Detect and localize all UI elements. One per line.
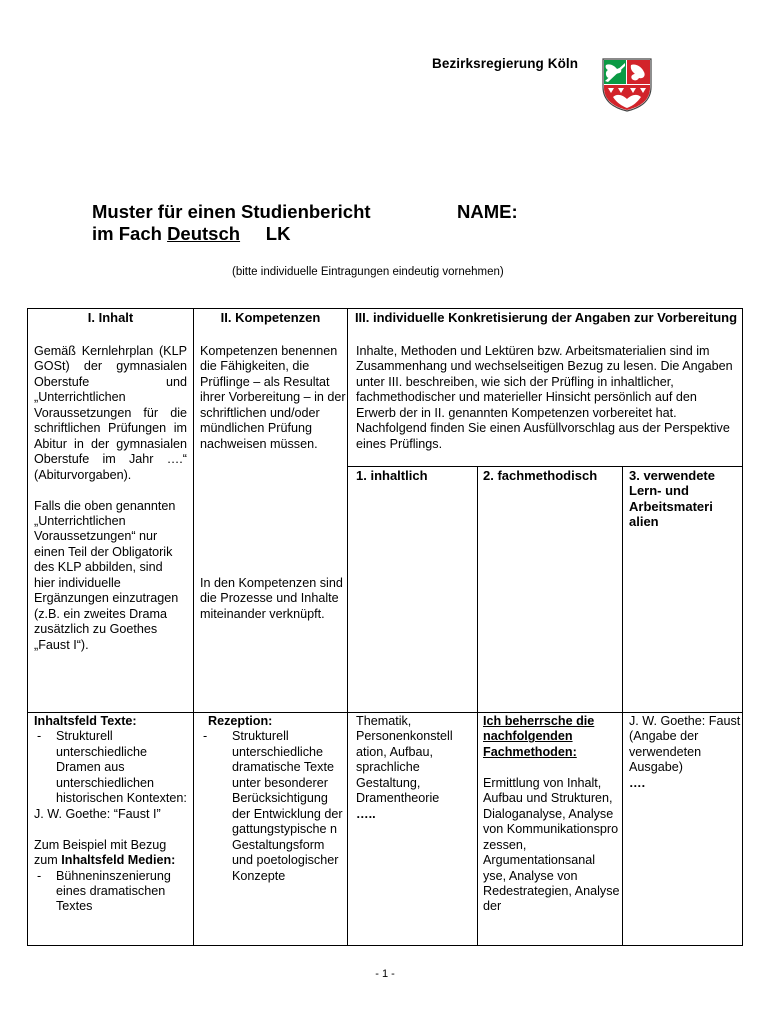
row-col3-text: Thematik, Personenkonstell ation, Aufbau, sprachliche Gestaltung, Dramentheorie [356, 714, 453, 806]
col-divider-2 [347, 308, 348, 946]
col-divider-1 [193, 308, 194, 946]
row-col5-text: J. W. Goethe: Faust (Angabe der verwendeten Ausgabe) [629, 714, 741, 775]
title-line-1: Muster für einen Studienbericht [92, 201, 371, 222]
header-konkretisierung: III. individuelle Konkretisierung der Angaben zur Vorbereitung [354, 310, 738, 325]
row-col1-example [34, 838, 190, 869]
title-line-2 [92, 223, 371, 245]
row-col1-work: J. W. Goethe: “Faust I” [34, 806, 161, 821]
col1-intro: Gemäß Kernlehrplan (KLP GOSt) der gymnasialen Oberstufe und „Unterrichtlichen Voraussetzungen für die schriftlichen Prüfungen im Abitur in der gymnasialen Oberstufe im Jahr ….“ (Abiturvorgaben). [34, 344, 187, 482]
col-divider-4 [622, 466, 623, 946]
row-col5-dots: …. [629, 775, 646, 790]
col3-intro-2: Nachfolgend finden Sie einen Ausfüllvorschlag aus der Perspektive eines Prüflings. [356, 421, 730, 451]
col1-intro-block [34, 344, 187, 653]
col2-intro: Kompetenzen benennen die Fähigkeiten, die Prüflinge – als Resultat ihrer Vorbereitung – in der schriftlichen und/oder mündlichen Prüfung nachweisen müssen. [200, 344, 346, 451]
header-inhalt: I. Inhalt [87, 310, 134, 325]
table-top-border [27, 308, 743, 309]
row-col5 [629, 714, 741, 791]
row-col4 [483, 714, 621, 915]
inhaltsfeld-texte-heading: Inhaltsfeld Texte: [34, 714, 137, 728]
instruction-hint: (bitte individuelle Eintragungen eindeutig vornehmen) [232, 266, 504, 278]
row-col3 [356, 714, 474, 822]
col3-intro-block [356, 344, 740, 452]
nrw-crest-icon [600, 57, 654, 112]
subheader-materialien: 3. verwendete Lern- und Arbeitsmateri alien [629, 468, 715, 530]
row-col1-bullet-2: - Bühneninszenierung eines dramatischen Textes [34, 869, 190, 915]
document-title [92, 201, 371, 245]
row-col2-bullet: - Strukturell unterschiedliche dramatische Texte unter besonderer Berücksichtigung der Entwicklung der gattungstypische n Gestaltungsform und poetologischer Konzepte [200, 729, 345, 884]
rezeption-heading: Rezeption: [208, 714, 273, 728]
page-number: - 1 - [375, 968, 395, 980]
inhaltsfeld-medien-heading: Inhaltsfeld Medien: [61, 853, 176, 868]
header-kompetenzen: II. Kompetenzen [220, 310, 321, 325]
subheader-fachmethodisch: 2. fachmethodisch [483, 468, 598, 483]
row-col3-dots: ….. [356, 806, 376, 821]
table-bottom-border [27, 945, 743, 946]
col2-note: In den Kompetenzen sind die Prozesse und Inhalte miteinander verknüpft. [200, 576, 343, 621]
title-course: LK [265, 223, 291, 244]
row-col1-bullet-1: - Strukturell unterschiedliche Dramen aus unterschiedlichen historischen Kontexten: [34, 729, 190, 806]
row-divider [27, 712, 743, 713]
title-subject: Deutsch [167, 223, 241, 244]
col3-intro: Inhalte, Methoden und Lektüren bzw. Arbeitsmaterialien sind im Zusammenhang und wechselseitigen Bezug zu lesen. Die Angaben unter III. beschreiben, wie sich der Prüfling in inhaltlicher, fachmethodischer und materieller Hinsicht persönlich auf den Erwerb der in II. genannten Kompetenzen vorbereitet hat. [356, 344, 733, 420]
example-prefix: Zum Beispiel mit Bezug zum [34, 837, 167, 868]
fachmethoden-heading: Ich beherrsche die nachfolgenden Fachmethoden: [483, 714, 595, 759]
name-label: NAME: [457, 201, 518, 222]
org-name: Bezirksregierung Köln [432, 56, 579, 71]
subheader-top-border [347, 466, 743, 467]
row-col2 [200, 714, 345, 884]
table-left-border [27, 308, 28, 946]
col1-note: Falls die oben genannten „Unterrichtlichen Voraussetzungen“ nur einen Teil der Obligatorik des KLP abbilden, sind hier individuelle Ergänzungen einzutragen (z.B. ein zweites Drama zusätzlich zu Goethes „Faust I“). [34, 498, 179, 652]
table-right-border [742, 308, 743, 946]
row-col4-text: Ermittlung von Inhalt, Aufbau und Strukturen, Dialoganalyse, Analyse von Kommunikationspro zessen, Argumentationsanal yse, Analyse von Redestrategien, Analyse der [483, 775, 620, 914]
col-divider-3 [477, 466, 478, 946]
subheader-inhaltlich: 1. inhaltlich [356, 468, 428, 483]
row-col1 [34, 714, 190, 915]
title-prefix: im Fach [92, 223, 168, 244]
